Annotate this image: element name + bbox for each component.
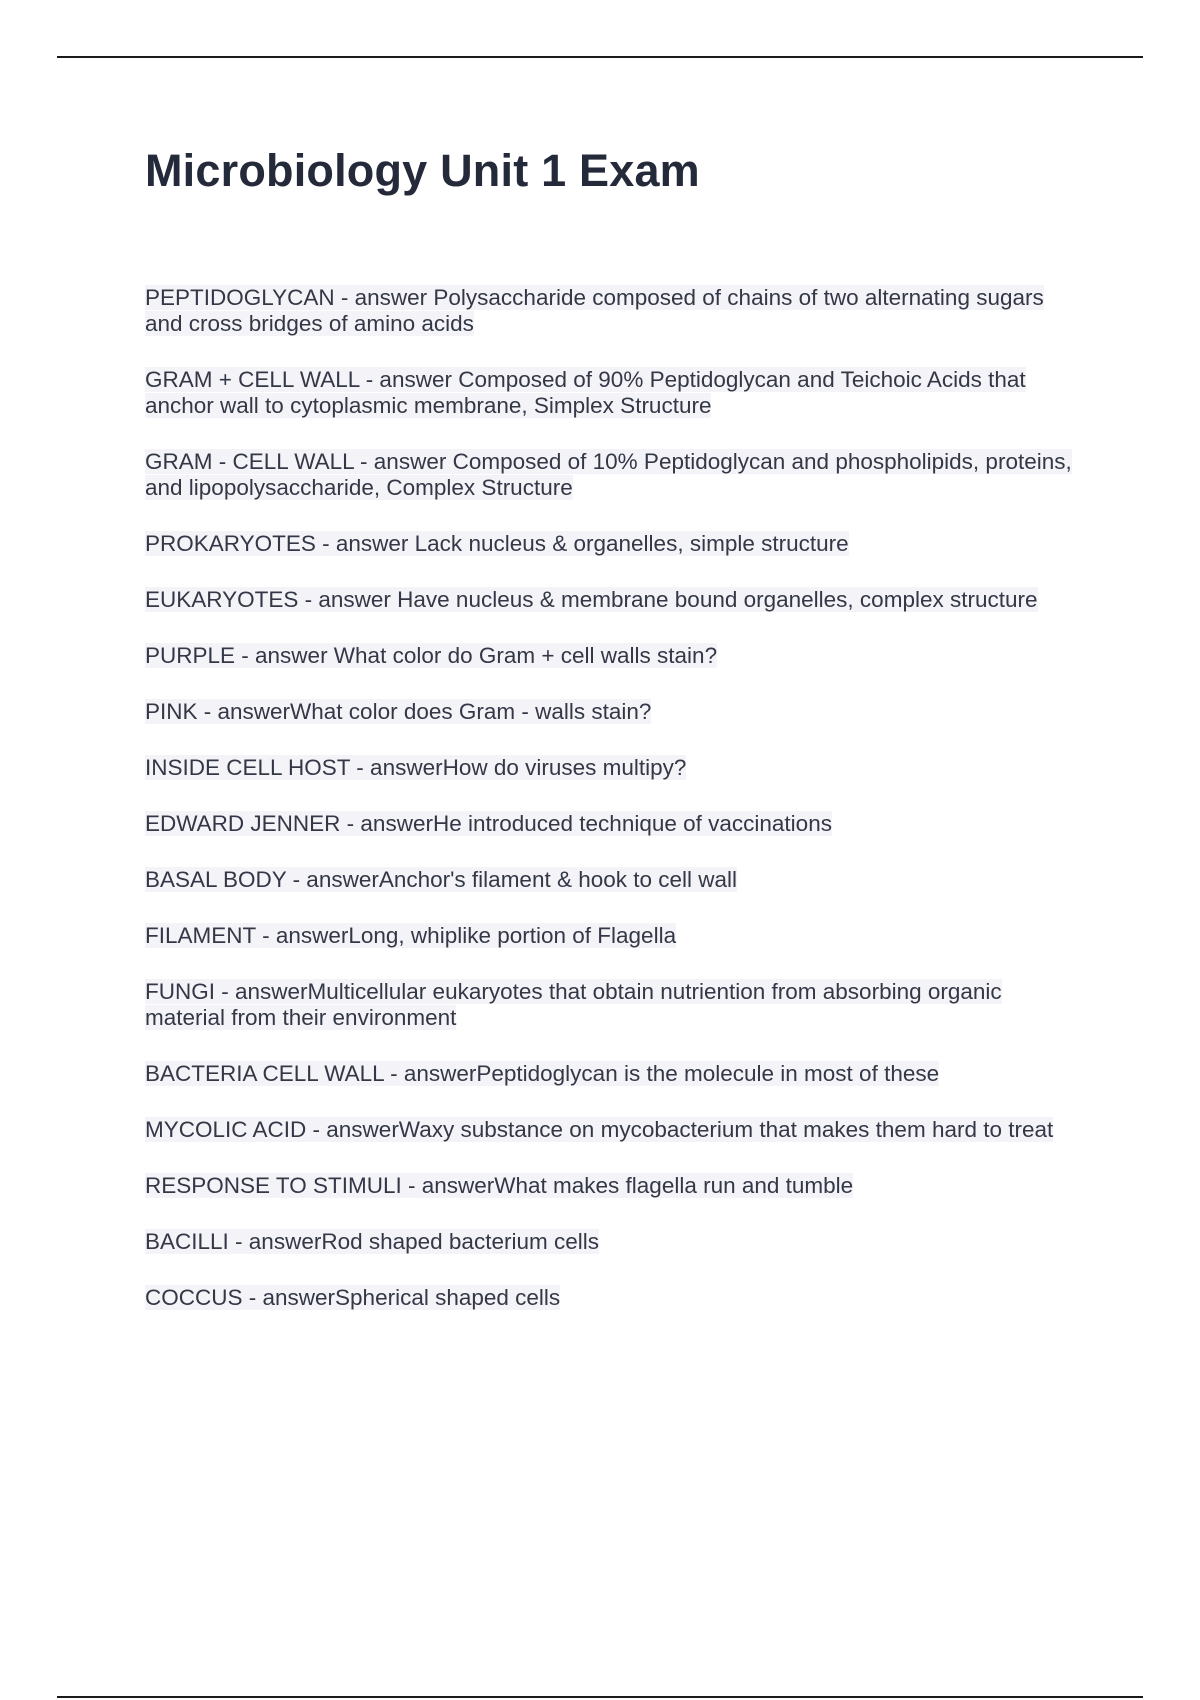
list-item	[145, 285, 1080, 337]
list-item-text: EUKARYOTES - answer Have nucleus & membrane bound organelles, complex structure	[145, 587, 1038, 612]
list-item-text: PEPTIDOGLYCAN - answer Polysaccharide composed of chains of two alternating sugars and cross bridges of amino acids	[145, 285, 1044, 336]
list-item-text: BACILLI - answerRod shaped bacterium cells	[145, 1229, 599, 1254]
list-item	[145, 449, 1080, 501]
list-item	[145, 367, 1080, 419]
list-item	[145, 1117, 1080, 1143]
list-item	[145, 699, 1080, 725]
list-item-text: MYCOLIC ACID - answerWaxy substance on mycobacterium that makes them hard to treat	[145, 1117, 1054, 1142]
list-item	[145, 531, 1080, 557]
list-item-text: COCCUS - answerSpherical shaped cells	[145, 1285, 561, 1310]
list-item	[145, 1229, 1080, 1255]
list-item	[145, 923, 1080, 949]
list-item	[145, 1061, 1080, 1087]
list-item-text: INSIDE CELL HOST - answerHow do viruses multipy?	[145, 755, 687, 780]
list-item-text: FUNGI - answerMulticellular eukaryotes that obtain nutriention from absorbing organic material from their environment	[145, 979, 1002, 1030]
list-item-text: BACTERIA CELL WALL - answerPeptidoglycan is the molecule in most of these	[145, 1061, 940, 1086]
list-item-text: FILAMENT - answerLong, whiplike portion of Flagella	[145, 923, 677, 948]
top-rule	[57, 56, 1143, 58]
list-item-text: RESPONSE TO STIMULI - answerWhat makes flagella run and tumble	[145, 1173, 854, 1198]
list-item-text: PURPLE - answer What color do Gram + cell walls stain?	[145, 643, 718, 668]
list-item	[145, 811, 1080, 837]
list-item	[145, 1173, 1080, 1199]
list-item	[145, 755, 1080, 781]
list-item-text: PROKARYOTES - answer Lack nucleus & organelles, simple structure	[145, 531, 849, 556]
list-item-text: GRAM + CELL WALL - answer Composed of 90% Peptidoglycan and Teichoic Acids that anchor wall to cytoplasmic membrane, Simplex Structure	[145, 367, 1026, 418]
page-title: Microbiology Unit 1 Exam	[145, 145, 700, 196]
list-item-text: GRAM - CELL WALL - answer Composed of 10% Peptidoglycan and phospholipids, proteins, and lipopolysaccharide, Complex Structure	[145, 449, 1072, 500]
list-item	[145, 979, 1080, 1031]
list-item	[145, 643, 1080, 669]
list-item	[145, 587, 1080, 613]
qa-list	[145, 285, 1080, 1341]
list-item	[145, 867, 1080, 893]
list-item-text: EDWARD JENNER - answerHe introduced technique of vaccinations	[145, 811, 832, 836]
list-item-text: BASAL BODY - answerAnchor's filament & hook to cell wall	[145, 867, 738, 892]
list-item-text: PINK - answerWhat color does Gram - walls stain?	[145, 699, 652, 724]
bottom-rule	[57, 1696, 1143, 1698]
list-item	[145, 1285, 1080, 1311]
